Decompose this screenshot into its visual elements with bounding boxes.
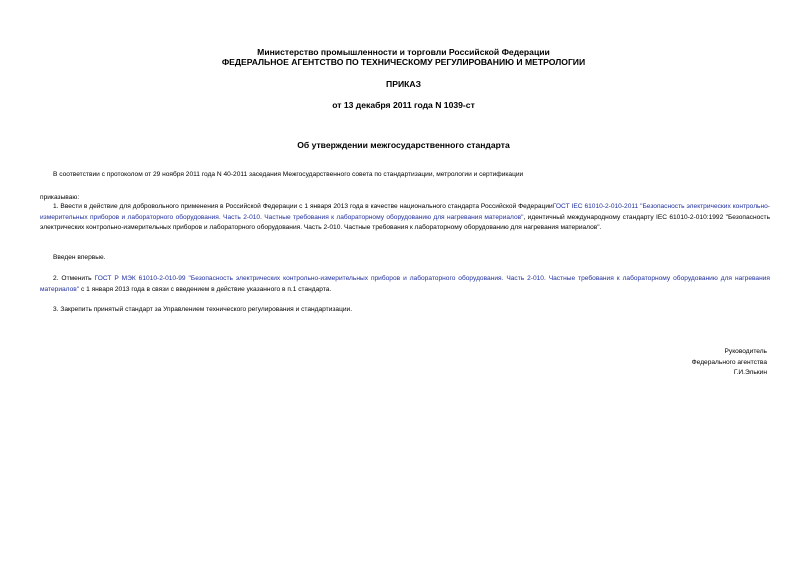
signature-block — [567, 347, 767, 379]
item-2-text-after: с 1 января 2013 года в связи с введением в действие указанного в п.1 стандарта. — [79, 285, 332, 293]
item-2-text-before: 2. Отменить — [53, 275, 95, 282]
ministry-heading: Министерство промышленности и торговли Российской Федерации — [257, 47, 550, 57]
intro-paragraph: В соответствии с протоколом от 29 ноября 2011 года N 40-2011 заседания Межгосударственного совета по стандартизации, метрологии и сертификации — [53, 171, 524, 178]
item-2-paragraph — [40, 274, 770, 295]
doc-type-heading: ПРИКАЗ — [386, 79, 421, 89]
gost-iec-61010-link[interactable]: ГОСТ IEC 61010-2-010-2011 "Безопасность электрических контрольно-измерительных приборов и лабораторного оборудования. Часть 2-010. Частные требования к лабораторному оборудованию для нагревания материалов" — [40, 203, 770, 221]
order-word: приказываю: — [40, 194, 80, 201]
gost-r-mek-61010-link[interactable]: ГОСТ Р МЭК 61010-2-010-99 "Безопасность электрических контрольно-измерительных приборов и лабораторного оборудования. Часть 2-010. Частные требования к лабораторному оборудованию для нагревания материалов" — [40, 275, 770, 293]
date-number-heading: от 13 декабря 2011 года N 1039-ст — [332, 100, 475, 110]
introduced-first-note: Введен впервые. — [53, 254, 106, 261]
item-1-text-before: 1. Ввести в действие для добровольного применения в Российской Федерации с 1 января 2013 года в качестве национального стандарта Российской Федерации — [53, 203, 553, 210]
item-1-text-after: , идентичный международному стандарту IEC 61010-2-010:1992 "Безопасность электрических контрольно-измерительных приборов и лабораторного оборудования. Часть 2-010. Частные требования к лабораторному оборудованию для нагревания материалов". — [40, 213, 771, 231]
item-1-paragraph — [40, 202, 770, 234]
signature-agency: Федерального агентства — [691, 358, 767, 366]
item-3-paragraph: 3. Закрепить принятый стандарт за Управлением технического регулирования и стандартизации. — [53, 306, 353, 313]
signature-position: Руководитель — [724, 348, 767, 355]
signature-name: Г.И.Элькин — [733, 369, 767, 376]
agency-heading: ФЕДЕРАЛЬНОЕ АГЕНТСТВО ПО ТЕХНИЧЕСКОМУ РЕГУЛИРОВАНИЮ И МЕТРОЛОГИИ — [221, 57, 586, 67]
document-subject: Об утверждении межгосударственного стандарта — [297, 140, 510, 150]
